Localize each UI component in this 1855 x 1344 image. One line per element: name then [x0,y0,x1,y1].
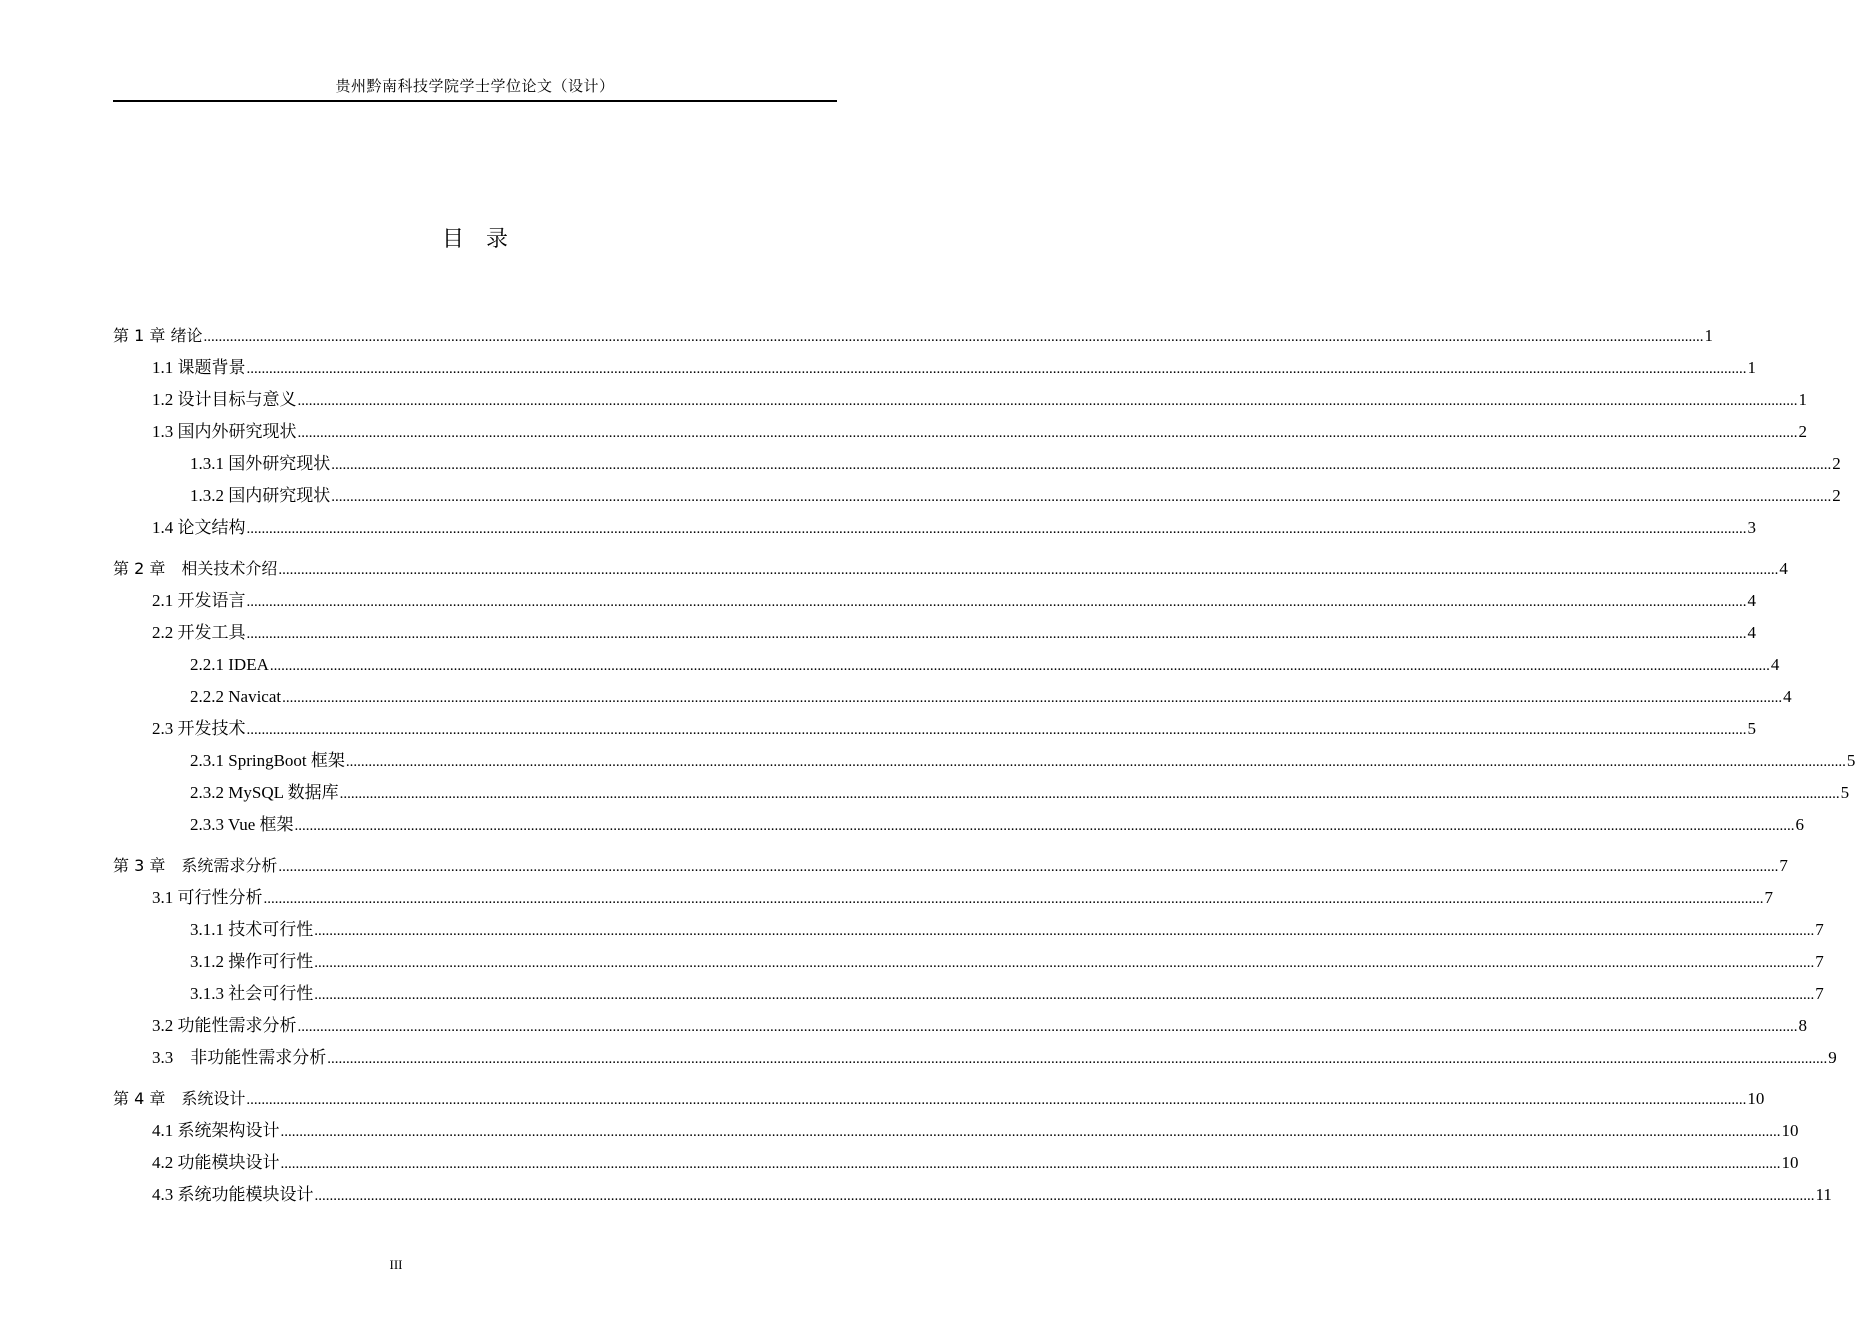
toc-entry-page: 5 [1747,719,1756,738]
toc-entry-label: 3.1.1 技术可行性 [190,920,314,939]
toc-dot-leader: ................................................................................................................................................................................................................................................................................................................................................................................................................ [331,457,1832,473]
toc-entry[interactable] [113,745,1855,777]
toc-entry-label: 3.3 非功能性需求分析 [152,1048,327,1067]
toc-entry-page: 5 [1846,751,1855,770]
toc-dot-leader: ................................................................................................................................................................................................................................................................................................................................................................................................................ [345,754,1846,770]
toc-entry-label: 2.2.2 Navicat [190,687,282,706]
toc-entry-page: 2 [1832,454,1841,473]
header-rule [113,100,837,102]
toc-dot-leader: ................................................................................................................................................................................................................................................................................................................................................................................................................ [297,393,1798,409]
toc-entry-page: 2 [1798,422,1807,441]
toc-dot-leader: ................................................................................................................................................................................................................................................................................................................................................................................................................ [278,562,1779,578]
toc-entry-page: 10 [1747,1089,1765,1108]
toc-entry-label: 2.3.3 Vue 框架 [190,815,294,834]
toc-entry-page: 11 [1815,1185,1832,1204]
toc-entry-page: 1 [1798,390,1807,409]
toc-entry-page: 7 [1779,856,1788,875]
toc-entry-label: 第 4 章 系统设计 [113,1089,246,1108]
toc-entry-page: 7 [1815,920,1824,939]
toc-dot-leader: ................................................................................................................................................................................................................................................................................................................................................................................................................ [246,1092,1747,1108]
toc-entry-label: 1.3.2 国内研究现状 [190,486,331,505]
toc-dot-leader: ................................................................................................................................................................................................................................................................................................................................................................................................................ [331,489,1832,505]
toc-dot-leader: ................................................................................................................................................................................................................................................................................................................................................................................................................ [246,722,1747,738]
toc-entry[interactable] [113,882,1773,914]
toc-entry[interactable] [113,850,1788,882]
toc-dot-leader: ................................................................................................................................................................................................................................................................................................................................................................................................................ [294,818,1795,834]
toc-dot-leader: ................................................................................................................................................................................................................................................................................................................................................................................................................ [203,329,1704,345]
toc-entry[interactable] [113,1042,1837,1074]
toc-entry-page: 5 [1840,783,1850,802]
toc-entry[interactable] [113,1010,1807,1042]
toc-entry-label: 4.1 系统架构设计 [152,1121,280,1140]
toc-dot-leader: ................................................................................................................................................................................................................................................................................................................................................................................................................ [263,891,1764,907]
toc-entry-page: 2 [1832,486,1841,505]
toc-dot-leader: ................................................................................................................................................................................................................................................................................................................................................................................................................ [246,594,1747,610]
toc-dot-leader: ................................................................................................................................................................................................................................................................................................................................................................................................................ [297,425,1798,441]
toc-entry[interactable] [113,777,1850,809]
toc-entry-page: 4 [1747,591,1756,610]
toc-dot-leader: ................................................................................................................................................................................................................................................................................................................................................................................................................ [246,361,1747,377]
toc-entry[interactable] [113,553,1788,585]
toc-entry[interactable] [113,1147,1799,1179]
toc-entry[interactable] [113,384,1807,416]
toc-entry[interactable] [113,978,1824,1010]
toc-entry-page: 4 [1783,687,1792,706]
toc-entry[interactable] [113,1115,1799,1147]
toc-entry-label: 1.3 国内外研究现状 [152,422,297,441]
toc-dot-leader: ................................................................................................................................................................................................................................................................................................................................................................................................................ [314,923,1815,939]
toc-entry[interactable] [113,617,1756,649]
toc-entry[interactable] [113,681,1792,713]
toc-entry-page: 4 [1770,655,1780,674]
toc-entry-label: 4.3 系统功能模块设计 [152,1185,314,1204]
toc-entry-label: 第 1 章 绪论 [113,326,203,345]
toc-dot-leader: ................................................................................................................................................................................................................................................................................................................................................................................................................ [314,955,1815,971]
toc-dot-leader: ................................................................................................................................................................................................................................................................................................................................................................................................................ [282,690,1783,706]
toc-entry-label: 1.1 课题背景 [152,358,246,377]
toc-entry[interactable] [113,809,1804,841]
toc-entry[interactable] [113,1083,1765,1115]
toc-entry[interactable] [113,713,1756,745]
toc-entry[interactable] [113,416,1807,448]
toc-entry-page: 7 [1764,888,1773,907]
toc-dot-leader: ................................................................................................................................................................................................................................................................................................................................................................................................................ [246,626,1747,642]
toc-entry-page: 1 [1704,326,1713,345]
toc-dot-leader: ................................................................................................................................................................................................................................................................................................................................................................................................................ [314,1188,1815,1204]
toc-entry[interactable] [113,320,1713,352]
toc-dot-leader: ................................................................................................................................................................................................................................................................................................................................................................................................................ [339,786,1840,802]
toc-entry-label: 1.2 设计目标与意义 [152,390,297,409]
toc-entry-label: 2.2 开发工具 [152,623,246,642]
toc-entry-page: 8 [1798,1016,1807,1035]
toc-entry-label: 第 2 章 相关技术介绍 [113,559,278,578]
toc-entry-label: 2.3.1 SpringBoot 框架 [190,751,345,770]
running-header: 贵州黔南科技学院学士学位论文（设计） [335,79,615,95]
toc-dot-leader: ................................................................................................................................................................................................................................................................................................................................................................................................................ [280,1156,1781,1172]
toc-entry-label: 3.1 可行性分析 [152,888,263,907]
toc-entry-page: 3 [1747,518,1756,537]
toc-dot-leader: ................................................................................................................................................................................................................................................................................................................................................................................................................ [280,1124,1781,1140]
toc-entry[interactable] [113,512,1756,544]
toc-entry[interactable] [113,649,1780,681]
toc-dot-leader: ................................................................................................................................................................................................................................................................................................................................................................................................................ [327,1051,1828,1067]
toc-entry-page: 4 [1779,559,1788,578]
toc-dot-leader: ................................................................................................................................................................................................................................................................................................................................................................................................................ [314,987,1815,1003]
toc-entry[interactable] [113,946,1824,978]
toc-entry-label: 3.2 功能性需求分析 [152,1016,297,1035]
toc-entry-label: 2.3 开发技术 [152,719,246,738]
toc-entry-page: 1 [1747,358,1756,377]
toc-entry-label: 第 3 章 系统需求分析 [113,856,278,875]
toc-entry[interactable] [113,1179,1832,1211]
toc-entry-label: 3.1.2 操作可行性 [190,952,314,971]
toc-entry-label: 2.2.1 IDEA [190,655,269,674]
toc-entry-label: 1.3.1 国外研究现状 [190,454,331,473]
toc-entry-page: 4 [1747,623,1756,642]
toc-entry-page: 10 [1781,1121,1799,1140]
toc-entry-page: 9 [1828,1048,1837,1067]
toc-entry[interactable] [113,914,1824,946]
toc-title: 目 录 [441,227,508,252]
toc-dot-leader: ................................................................................................................................................................................................................................................................................................................................................................................................................ [278,859,1779,875]
toc-dot-leader: ................................................................................................................................................................................................................................................................................................................................................................................................................ [297,1019,1798,1035]
toc-entry-label: 3.1.3 社会可行性 [190,984,314,1003]
toc-entry-page: 10 [1781,1153,1799,1172]
toc-entry-label: 2.1 开发语言 [152,591,246,610]
table-of-contents [113,320,1855,1211]
toc-entry-label: 2.3.2 MySQL 数据库 [190,783,339,802]
toc-entry[interactable] [113,480,1841,512]
toc-entry-label: 1.4 论文结构 [152,518,246,537]
toc-dot-leader: ................................................................................................................................................................................................................................................................................................................................................................................................................ [269,658,1770,674]
toc-dot-leader: ................................................................................................................................................................................................................................................................................................................................................................................................................ [246,521,1747,537]
toc-entry[interactable] [113,352,1756,384]
toc-entry[interactable] [113,448,1841,480]
toc-entry-page: 7 [1815,984,1824,1003]
toc-entry-page: 7 [1815,952,1824,971]
page-number: III [389,1257,403,1272]
toc-entry[interactable] [113,585,1756,617]
toc-entry-page: 6 [1795,815,1804,834]
toc-entry-label: 4.2 功能模块设计 [152,1153,280,1172]
